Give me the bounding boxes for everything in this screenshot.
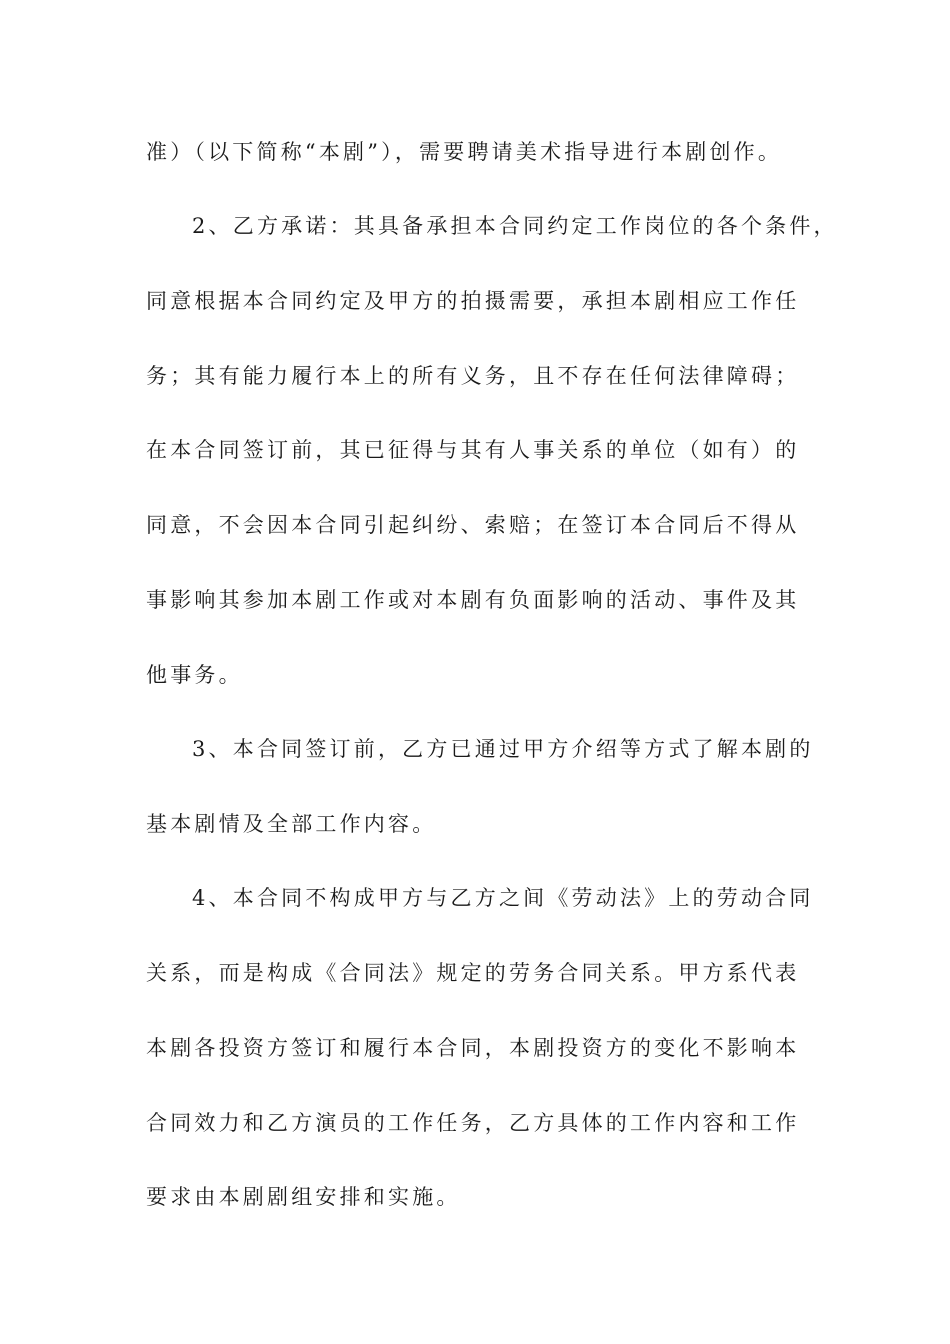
text-line: 关系，而是构成《合同法》规定的劳务合同关系。甲方系代表 xyxy=(146,961,800,985)
text-line: 合同效力和乙方演员的工作任务，乙方具体的工作内容和工作 xyxy=(146,1111,800,1135)
text-line: 事影响其参加本剧工作或对本剧有负面影响的活动、事件及其 xyxy=(146,588,800,612)
text-line: 2、乙方承诺：其具备承担本合同约定工作岗位的各个条件， xyxy=(192,214,838,238)
text-line: 他事务。 xyxy=(146,663,243,687)
text-line: 同意，不会因本合同引起纠纷、索赔；在签订本合同后不得从 xyxy=(146,513,800,537)
text-line: 基本剧情及全部工作内容。 xyxy=(146,812,437,836)
text-line: 4、本合同不构成甲方与乙方之间《劳动法》上的劳动合同 xyxy=(192,886,814,910)
text-line: 准）（以下简称“本剧”），需要聘请美术指导进行本剧创作。 xyxy=(146,140,783,164)
text-line: 在本合同签订前，其已征得与其有人事关系的单位（如有）的 xyxy=(146,438,800,462)
text-line: 要求由本剧剧组安排和实施。 xyxy=(146,1185,461,1209)
text-line: 本剧各投资方签订和履行本合同，本剧投资方的变化不影响本 xyxy=(146,1036,800,1060)
text-line: 3、本合同签订前，乙方已通过甲方介绍等方式了解本剧的 xyxy=(192,737,814,761)
text-line: 同意根据本合同约定及甲方的拍摄需要，承担本剧相应工作任 xyxy=(146,289,800,313)
text-line: 务；其有能力履行本上的所有义务，且不存在任何法律障碍； xyxy=(146,364,800,388)
